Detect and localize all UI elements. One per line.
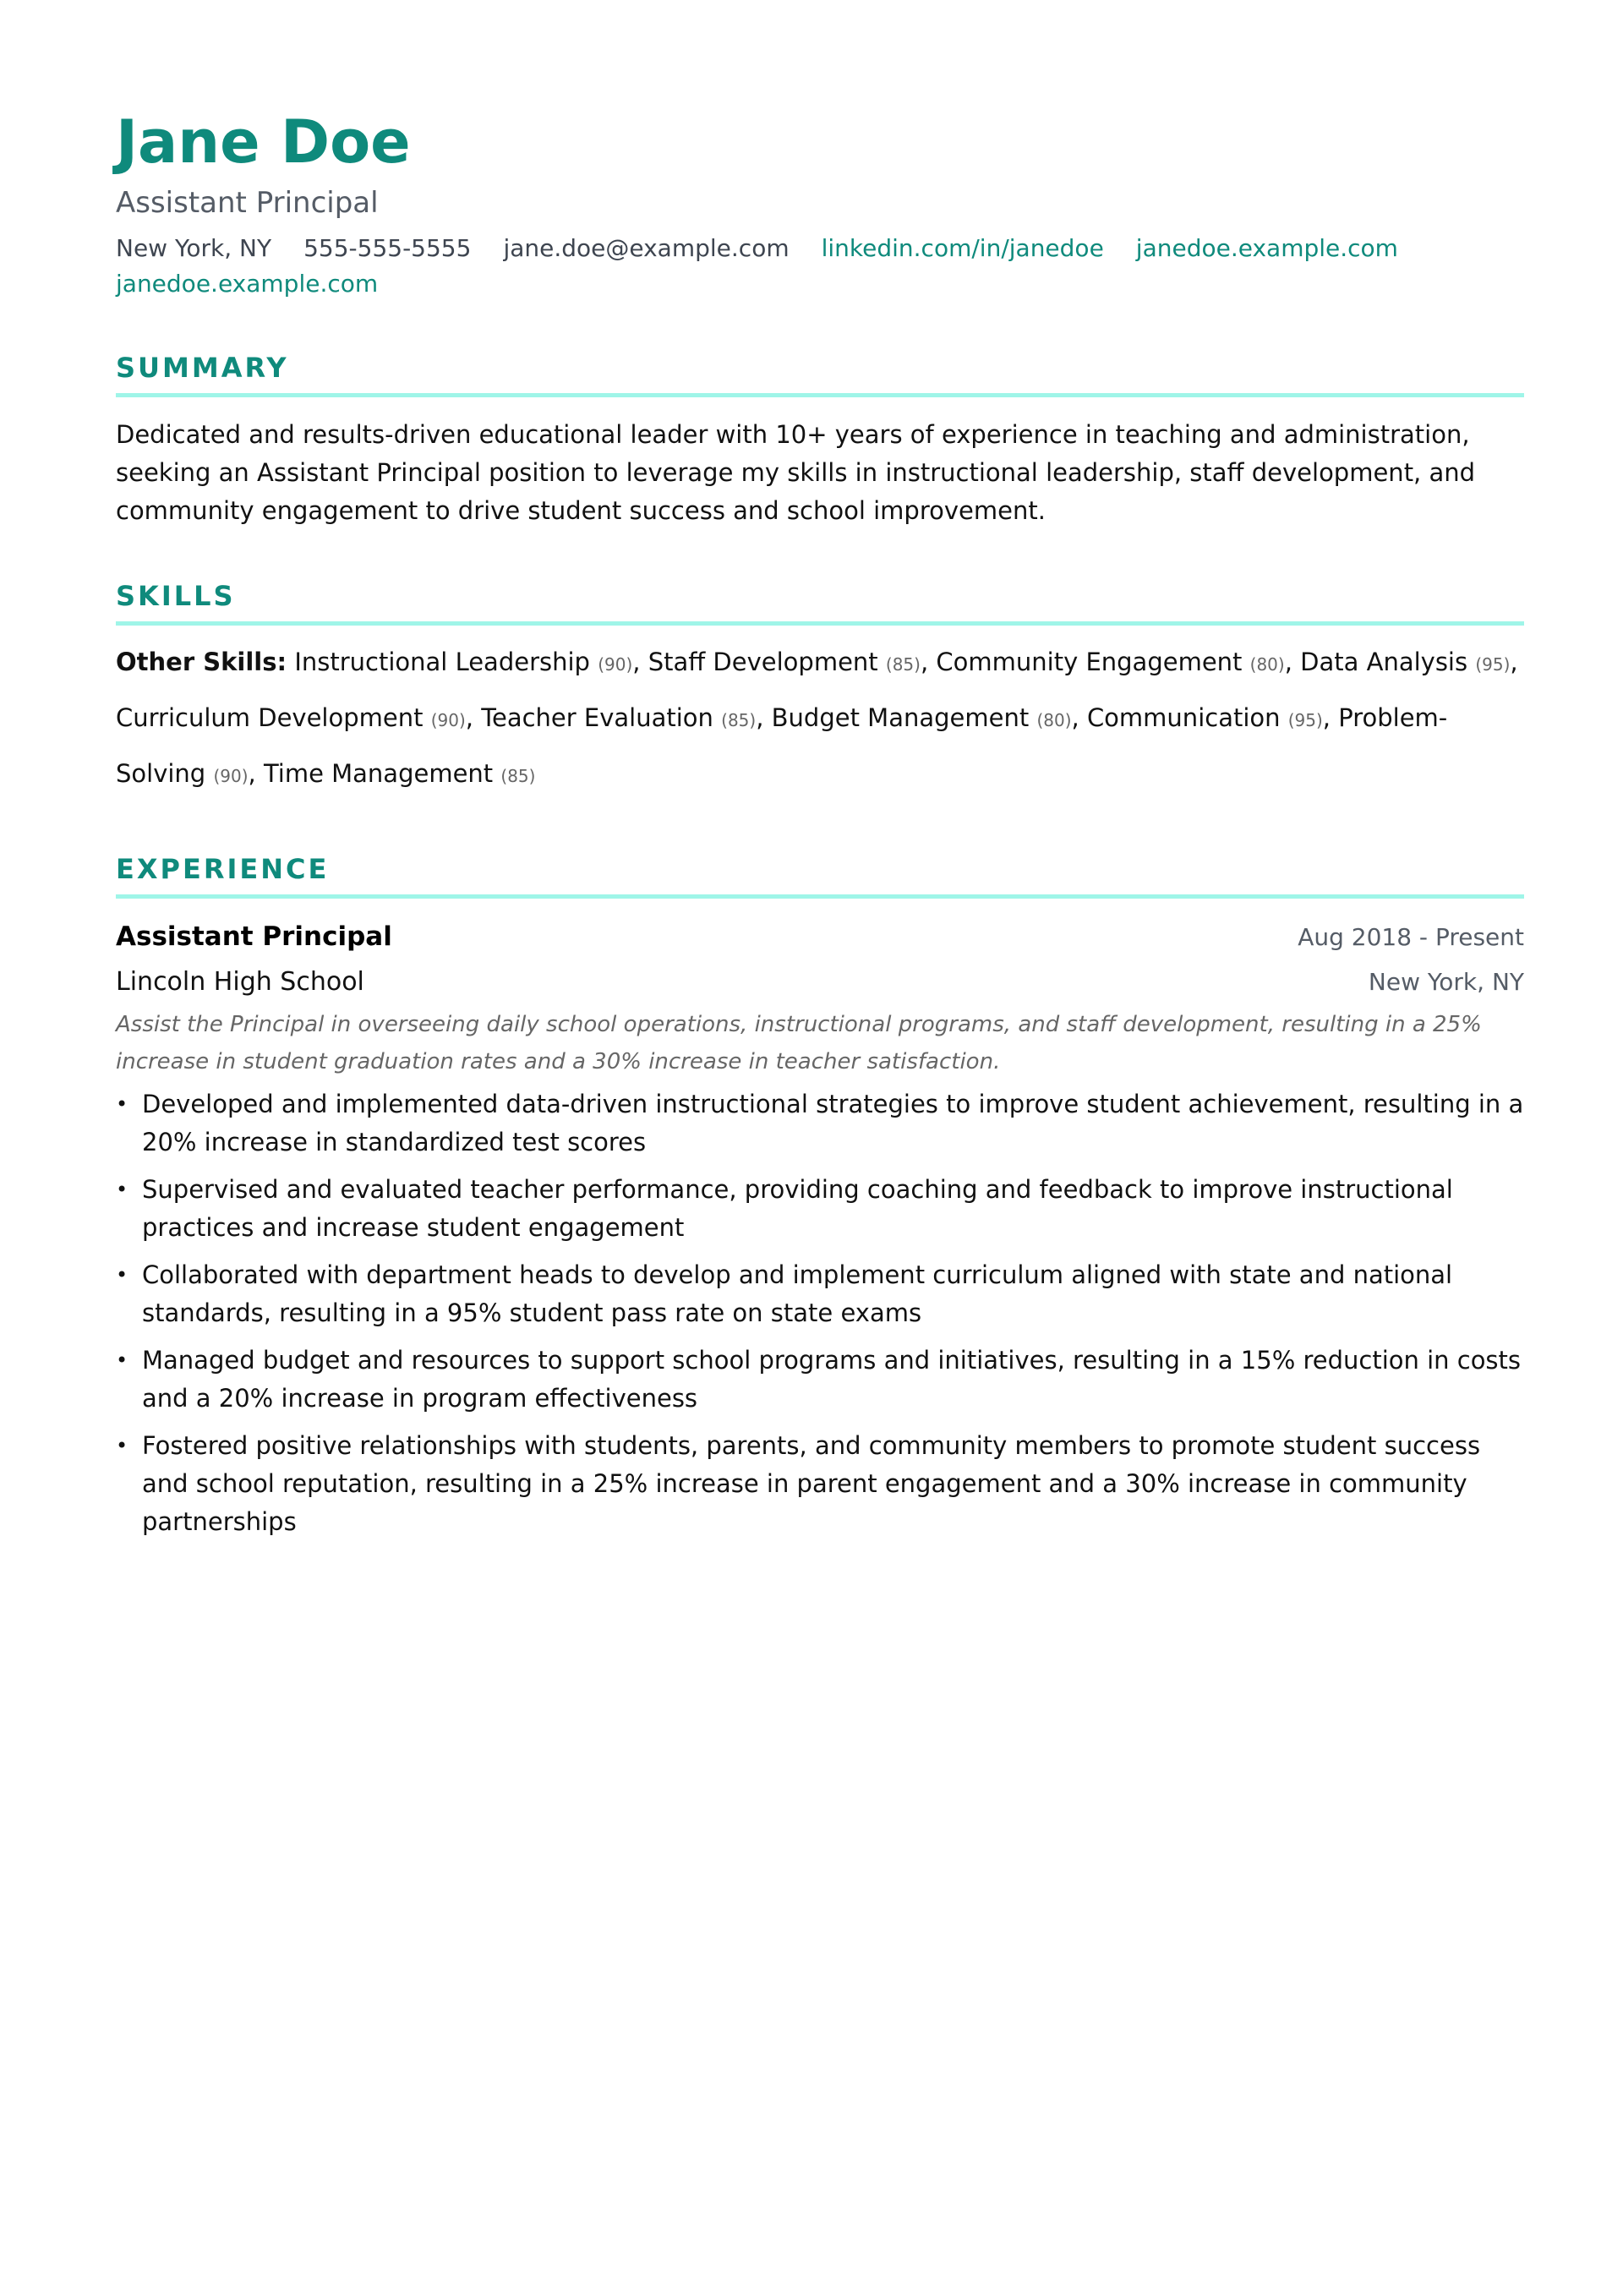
summary-text: Dedicated and results-driven educational leader with 10+ years of experience in teaching and administration, seeking an Assistant Principal position to leverage my skills in instructional leadership, staff development, and community engagement to drive student success and school improvement. (116, 420, 1476, 525)
skill-name: Budget Management (771, 703, 1030, 732)
summary-heading: SUMMARY (116, 352, 289, 384)
skill-name: Time Management (263, 759, 494, 788)
bullet-icon: • (116, 1348, 128, 1372)
skill-score: (90) (213, 766, 249, 786)
skill-score: (85) (500, 766, 536, 786)
achievement-item (116, 1085, 1524, 1162)
skill-name: Instructional Leadership (294, 648, 590, 676)
achievement-text: Managed budget and resources to support school programs and initiatives, resulting in a 15% reduction in costs and a 20% increase in program effectiveness (142, 1346, 1522, 1413)
experience-heading: EXPERIENCE (116, 853, 330, 885)
summary-divider (116, 393, 1524, 397)
skills-heading: SKILLS (116, 580, 236, 612)
skill-item: Communication (95), (1086, 703, 1331, 732)
skills-list (116, 636, 1524, 803)
job-company: Lincoln High School (116, 967, 364, 997)
skill-item: Data Analysis (95), (1300, 648, 1518, 676)
skill-score: (95) (1287, 710, 1323, 730)
achievement-item (116, 1342, 1524, 1418)
contact-website-link[interactable]: janedoe.example.com (1135, 234, 1398, 262)
skill-score: (85) (721, 710, 757, 730)
contact-website-link-secondary[interactable]: janedoe.example.com (116, 270, 379, 298)
skill-item: Instructional Leadership (90), (294, 648, 641, 676)
skill-score: (90) (430, 710, 466, 730)
contact-linkedin-link[interactable]: linkedin.com/in/janedoe (821, 234, 1104, 262)
summary-section (116, 351, 1524, 530)
job-header (116, 917, 1524, 957)
job-location: New York, NY (1368, 968, 1524, 996)
bullet-icon: • (116, 1092, 128, 1116)
skill-score: (80) (1249, 654, 1285, 675)
job-title: Assistant Principal (116, 921, 392, 952)
resume-header (116, 106, 1524, 302)
achievement-item (116, 1171, 1524, 1247)
skill-score: (90) (598, 654, 633, 675)
achievement-text: Developed and implemented data-driven instructional strategies to improve student achievement, resulting in a 20% increase in standardized test scores (142, 1090, 1524, 1156)
skill-item: Problem-Solving (90), (116, 703, 1448, 788)
job-description: Assist the Principal in overseeing daily school operations, instructional programs, and staff development, resulting in a 25% increase in student graduation rates and a 30% increase in teacher satisfaction. (116, 1012, 1482, 1074)
experience-divider (116, 894, 1524, 899)
skill-name: Data Analysis (1300, 648, 1468, 676)
skill-name: Community Engagement (936, 648, 1243, 676)
bullet-icon: • (116, 1263, 128, 1287)
skill-name: Communication (1086, 703, 1281, 732)
skills-divider (116, 621, 1524, 626)
skill-score: (95) (1475, 654, 1511, 675)
achievement-text: Fostered positive relationships with students, parents, and community members to promote student success and school reputation, resulting in a 25% increase in parent engagement and a 30% increase in community partnerships (142, 1431, 1481, 1536)
experience-section (116, 852, 1524, 1541)
contact-email: jane.doe@example.com (503, 234, 790, 262)
skill-name: Staff Development (648, 648, 878, 676)
skill-item: Community Engagement (80), (936, 648, 1292, 676)
skill-name: Problem-Solving (116, 703, 1448, 788)
bullet-icon: • (116, 1434, 128, 1457)
resume-page (116, 106, 1524, 1550)
skill-name: Curriculum Development (116, 703, 424, 732)
skills-section (116, 579, 1524, 803)
achievement-text: Supervised and evaluated teacher performance, providing coaching and feedback to improve instructional practices and increase student engagement (142, 1175, 1453, 1242)
contact-phone: 555-555-5555 (303, 234, 472, 262)
skill-score: (85) (885, 654, 921, 675)
skill-item (264, 759, 536, 788)
achievement-item (116, 1427, 1524, 1541)
skill-item: Teacher Evaluation (85), (481, 703, 764, 732)
job-subheader (116, 964, 1524, 1001)
candidate-name: Jane Doe (116, 107, 411, 177)
contact-location: New York, NY (116, 234, 272, 262)
job-entry (116, 917, 1524, 1541)
skill-name: Teacher Evaluation (481, 703, 713, 732)
skill-item: Budget Management (80), (771, 703, 1079, 732)
bullet-icon: • (116, 1178, 128, 1201)
skill-item: Curriculum Development (90), (116, 703, 473, 732)
skills-label: Other Skills: (116, 648, 287, 676)
skill-item: Staff Development (85), (648, 648, 929, 676)
achievement-item (116, 1256, 1524, 1332)
skill-score: (80) (1036, 710, 1072, 730)
job-achievements-list (116, 1085, 1524, 1541)
achievement-text: Collaborated with department heads to develop and implement curriculum aligned with state and national standards, resulting in a 95% student pass rate on state exams (142, 1260, 1453, 1327)
contact-bar (116, 231, 1468, 302)
candidate-role: Assistant Principal (116, 186, 379, 220)
job-dates: Aug 2018 - Present (1298, 923, 1524, 951)
